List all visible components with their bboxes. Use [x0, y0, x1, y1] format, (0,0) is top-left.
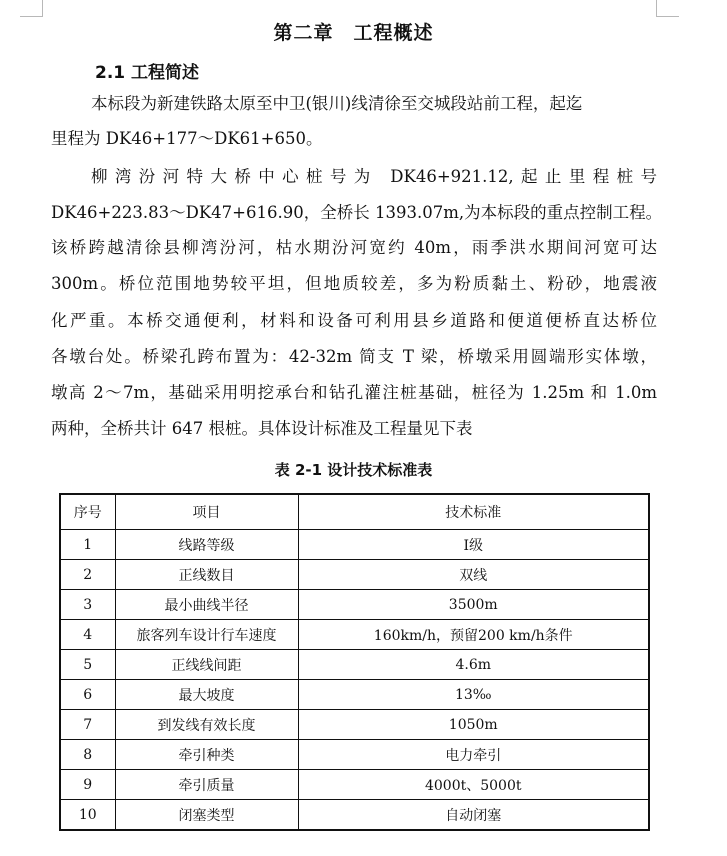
row-item: 牵引种类 [115, 740, 298, 770]
row-item: 正线线间距 [115, 650, 298, 680]
row-standard: 1050m [298, 710, 649, 740]
row-index: 8 [60, 740, 115, 770]
paragraph-line: 300m。桥位范围地势较平坦，但地质较差，多为粉质黏土、粉砂，地震液 [51, 274, 657, 293]
table-row [60, 680, 649, 710]
paragraph-line: 两种，全桥共计 647 根桩。具体设计标准及工程量见下表 [51, 419, 473, 438]
row-standard: 3500m [298, 590, 649, 620]
design-standards-table [59, 493, 650, 831]
row-standard: 自动闭塞 [298, 800, 649, 831]
table-row [60, 710, 649, 740]
paragraph-line: DK46+223.83～DK47+616.90，全桥长 1393.07m,为本标段的重点控制工程。 [51, 203, 663, 222]
row-index: 5 [60, 650, 115, 680]
table-row [60, 770, 649, 800]
row-index: 3 [60, 590, 115, 620]
crop-mark-top-left [20, 0, 43, 17]
row-index: 9 [60, 770, 115, 800]
row-standard: 双线 [298, 560, 649, 590]
table-header-row [60, 494, 649, 530]
row-standard: 13‰ [298, 680, 649, 710]
row-item: 闭塞类型 [115, 800, 298, 831]
row-standard: 4000t、5000t [298, 770, 649, 800]
section-title: 2.1 工程简述 [95, 63, 200, 83]
header-standard: 技术标准 [298, 494, 649, 530]
row-item: 到发线有效长度 [115, 710, 298, 740]
row-index: 2 [60, 560, 115, 590]
row-standard: Ⅰ级 [298, 530, 649, 560]
header-index: 序号 [60, 494, 115, 530]
table-caption: 表 2-1 设计技术标准表 [274, 461, 433, 479]
paragraph-line: 里程为 DK46+177～DK61+650。 [51, 129, 323, 148]
row-item: 线路等级 [115, 530, 298, 560]
table-row [60, 590, 649, 620]
row-item: 最小曲线半径 [115, 590, 298, 620]
table-row [60, 620, 649, 650]
header-item: 项目 [115, 494, 298, 530]
row-item: 正线数目 [115, 560, 298, 590]
table-row [60, 530, 649, 560]
row-index: 7 [60, 710, 115, 740]
table-row [60, 650, 649, 680]
row-index: 6 [60, 680, 115, 710]
row-item: 旅客列车设计行车速度 [115, 620, 298, 650]
table-row [60, 560, 649, 590]
row-standard: 4.6m [298, 650, 649, 680]
row-index: 4 [60, 620, 115, 650]
row-standard: 160km/h，预留200 km/h条件 [298, 620, 649, 650]
crop-mark-top-right [656, 0, 679, 17]
paragraph-line: 各墩台处。桥梁孔跨布置为：42-32m 简支 T 梁，桥墩采用圆端形实体墩， [51, 347, 657, 366]
row-index: 1 [60, 530, 115, 560]
paragraph-line: 本标段为新建铁路太原至中卫(银川)线清徐至交城段站前工程，起迄 [91, 94, 583, 113]
paragraph-line: 柳湾汾河特大桥中心桩号为 DK46+921.12,起止里程桩号 [91, 167, 657, 186]
chapter-title: 第二章 工程概述 [273, 22, 434, 44]
paragraph-line: 墩高 2～7m，基础采用明挖承台和钻孔灌注桩基础，桩径为 1.25m 和 1.0m [51, 383, 657, 402]
table-row [60, 800, 649, 831]
paragraph-line: 该桥跨越清徐县柳湾汾河，枯水期汾河宽约 40m，雨季洪水期间河宽可达 [51, 238, 657, 257]
row-item: 牵引质量 [115, 770, 298, 800]
table-row [60, 740, 649, 770]
row-standard: 电力牵引 [298, 740, 649, 770]
paragraph-line: 化严重。本桥交通便利，材料和设备可利用县乡道路和便道便桥直达桥位 [51, 311, 657, 330]
row-item: 最大坡度 [115, 680, 298, 710]
row-index: 10 [60, 800, 115, 831]
